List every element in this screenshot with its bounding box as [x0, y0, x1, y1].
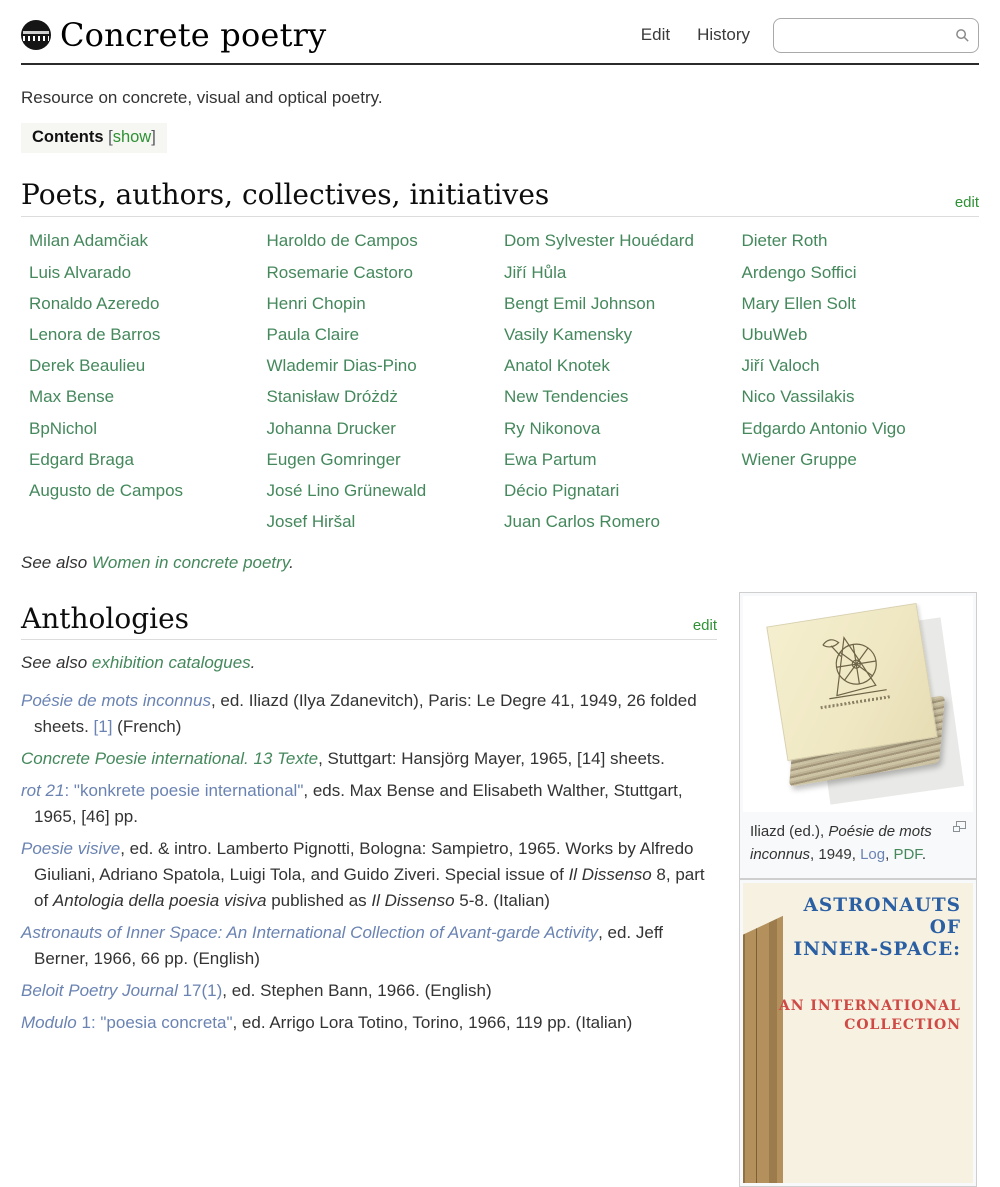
edit-link[interactable]: Edit	[640, 25, 671, 44]
poet-list-item	[267, 226, 505, 257]
poets-heading-row	[21, 180, 979, 217]
poet-list-item	[267, 444, 505, 475]
poet-list-item	[742, 382, 980, 413]
text-segment: Il Dissenso	[371, 891, 455, 911]
poet-list-item	[29, 257, 267, 288]
text-segment: See also	[21, 653, 92, 673]
text-segment: .	[289, 552, 294, 572]
poet-link[interactable]: New Tendencies	[504, 387, 629, 407]
poet-link[interactable]: Wiener Gruppe	[741, 449, 857, 469]
poet-link[interactable]: Ry Nikonova	[504, 418, 601, 438]
poet-list-item	[29, 319, 267, 350]
cover-subtitle	[779, 997, 961, 1035]
history-link[interactable]: History	[697, 25, 750, 44]
inline-link[interactable]: Poésie de mots inconnus	[21, 691, 211, 711]
poet-list-item	[504, 288, 742, 319]
poets-section-title: Poets, authors, collectives, initiatives	[21, 178, 550, 211]
magnify-icon[interactable]	[953, 821, 966, 832]
poet-list-item	[504, 319, 742, 350]
poet-list-item	[742, 319, 980, 350]
text-segment: Iliazd (ed.),	[750, 822, 829, 840]
poets-column	[504, 226, 742, 538]
text-segment: , 1949,	[810, 845, 861, 863]
text-segment: 8, part of	[34, 865, 705, 911]
poet-link[interactable]: Mary Ellen Solt	[741, 293, 856, 313]
thumbnail-poesie-de-mots-inconnus	[739, 592, 977, 879]
text-segment: , ed. Jeff Berner, 1966, 66 pp. (English)	[34, 923, 663, 969]
inline-link[interactable]: : "konkrete poesie international"	[64, 781, 304, 801]
poet-link[interactable]: Jiří Hůla	[504, 262, 567, 282]
text-segment: Antologia della poesia visiva	[52, 891, 267, 911]
poet-link[interactable]: UbuWeb	[741, 324, 808, 344]
poet-list-item	[742, 226, 980, 257]
poet-list-item	[742, 413, 980, 444]
page-title: Concrete poetry	[60, 16, 327, 54]
poet-link[interactable]: Rosemarie Castoro	[266, 262, 413, 282]
text-segment: 5-8. (Italian)	[454, 891, 550, 911]
inline-link[interactable]: [1]	[93, 717, 113, 737]
cover-text-block	[779, 895, 961, 1035]
poets-edit-link[interactable]: edit	[954, 193, 979, 211]
poet-list-item	[504, 444, 742, 475]
poet-list-item	[29, 288, 267, 319]
poet-list-item	[504, 506, 742, 537]
cover-text-line: INNER-SPACE:	[793, 938, 961, 960]
text-segment: Il Dissenso	[568, 865, 652, 885]
cover-text-line: AN INTERNATIONAL	[778, 997, 961, 1014]
page-header	[21, 0, 979, 65]
poet-link[interactable]: Nico Vassilakis	[741, 387, 855, 407]
poet-list-item	[29, 475, 267, 506]
poet-list-item	[29, 226, 267, 257]
poet-link[interactable]: Ardengo Soffici	[741, 262, 857, 282]
poet-list-item	[742, 351, 980, 382]
poet-link[interactable]: Stanisław Dróżdż	[266, 387, 398, 407]
caption-text	[750, 823, 932, 863]
poet-link[interactable]: Haroldo de Campos	[266, 231, 418, 251]
text-segment: , eds. Max Bense and Elisabeth Walther, Stuttgart, 1965, [46] pp.	[34, 781, 683, 827]
poet-list-item	[267, 475, 505, 506]
thumbnail-astronauts-of-inner-space	[739, 879, 977, 1187]
bracket-open: [	[108, 128, 113, 146]
inline-link[interactable]: Log	[860, 845, 886, 863]
poet-link[interactable]: Dieter Roth	[741, 231, 828, 251]
inline-link[interactable]: exhibition catalogues	[91, 653, 251, 673]
inline-link[interactable]: PDF	[893, 845, 922, 863]
cover-text-line: ASTRONAUTS	[803, 894, 961, 916]
poet-list-item	[504, 351, 742, 382]
inline-link[interactable]: Astronauts of Inner Space: An International Collection of Avant-garde Activity	[21, 923, 599, 943]
book-cover	[766, 603, 937, 761]
poet-link[interactable]: Vasily Kamensky	[504, 324, 633, 344]
anthologies-edit-link[interactable]: edit	[692, 617, 717, 635]
poet-link[interactable]: Décio Pignatari	[504, 480, 620, 500]
poet-link[interactable]: Augusto de Campos	[29, 480, 184, 500]
poets-columns	[29, 226, 979, 538]
poets-column	[742, 226, 980, 538]
poet-list-item	[267, 288, 505, 319]
poet-list-item	[742, 288, 980, 319]
inline-link[interactable]: Beloit Poetry Journal	[21, 981, 178, 1001]
anthology-item	[21, 746, 717, 772]
poet-link[interactable]: Josef Hiršal	[266, 512, 356, 532]
anthologies-wrap	[21, 592, 979, 1187]
poet-link[interactable]: Luis Alvarado	[29, 262, 132, 282]
poet-list-item	[742, 257, 980, 288]
poet-link[interactable]: Ewa Partum	[504, 449, 597, 469]
section-anthologies	[21, 592, 717, 1187]
poet-link[interactable]: Edgardo Antonio Vigo	[741, 418, 906, 438]
page-tagline: Resource on concrete, visual and optical poetry.	[21, 88, 383, 107]
book-photo[interactable]	[743, 596, 973, 812]
poet-list-item	[267, 413, 505, 444]
inline-link[interactable]: Poesie visive	[21, 839, 121, 859]
poet-link[interactable]: Max Bense	[29, 387, 115, 407]
poet-link[interactable]: Bengt Emil Johnson	[504, 293, 656, 313]
poet-list-item	[29, 444, 267, 475]
anthology-item	[21, 978, 717, 1004]
text-segment: , ed. & intro. Lamberto Pignotti, Bologna: Sampietro, 1965. Works by Alfredo Giuliani, Adriano Spatola, Luigi Tola, and Guido Ziveri. Special issue of	[34, 839, 694, 885]
poet-list-item	[29, 382, 267, 413]
text-segment: ,	[885, 845, 894, 863]
anthology-item	[21, 778, 717, 830]
poet-link[interactable]: Paula Claire	[266, 324, 360, 344]
poet-link[interactable]: Anatol Knotek	[504, 356, 610, 376]
cover-text-line: OF	[929, 916, 961, 938]
side-column	[739, 592, 977, 1187]
poets-column	[29, 226, 267, 538]
poet-list-item	[267, 382, 505, 413]
poet-link[interactable]: Derek Beaulieu	[29, 356, 146, 376]
poet-list-item	[267, 351, 505, 382]
search-icon[interactable]	[955, 28, 970, 43]
poet-link[interactable]: Ronaldo Azeredo	[29, 293, 160, 313]
text-segment: , ed. Stephen Bann, 1966. (English)	[222, 981, 492, 1001]
text-segment: Poésie de mots inconnus	[750, 822, 932, 863]
anthology-item	[21, 688, 717, 740]
text-segment: .	[250, 653, 256, 673]
contents-label: Contents	[32, 128, 104, 146]
search-input[interactable]	[773, 18, 979, 53]
poet-list-item	[504, 475, 742, 506]
bracket-close: ]	[151, 128, 156, 146]
anthologies-see-also	[21, 653, 717, 673]
contents-box	[21, 123, 167, 153]
poet-link[interactable]: Milan Adamčiak	[29, 231, 149, 251]
text-segment: , Stuttgart: Hansjörg Mayer, 1965, [14] sheets.	[318, 749, 665, 769]
cover-title	[779, 895, 961, 961]
poet-list-item	[504, 226, 742, 257]
inline-link[interactable]: rot 21	[21, 781, 65, 801]
poet-link[interactable]: Jiří Valoch	[741, 356, 820, 376]
poet-link[interactable]: Wlademir Dias-Pino	[266, 356, 417, 376]
poets-see-also	[21, 553, 979, 573]
monoskop-logo-icon[interactable]	[21, 20, 51, 50]
anthology-list	[21, 688, 717, 1036]
inline-link[interactable]: 17(1)	[177, 981, 223, 1001]
poet-link[interactable]: Johanna Drucker	[266, 418, 396, 438]
cover-text-line: COLLECTION	[844, 1016, 961, 1033]
inline-link[interactable]: Women in concrete poetry	[91, 552, 290, 572]
astronauts-cover[interactable]	[743, 883, 973, 1183]
text-segment: published as	[266, 891, 372, 911]
anthologies-heading-row	[21, 601, 717, 641]
anthology-item	[21, 920, 717, 972]
poets-column	[267, 226, 505, 538]
poet-link[interactable]: Henri Chopin	[266, 293, 366, 313]
text-segment: (French)	[112, 717, 182, 737]
poet-link[interactable]: Lenora de Barros	[29, 324, 161, 344]
inline-link[interactable]: 1: "poesia concreta"	[76, 1013, 233, 1033]
poet-list-item	[267, 257, 505, 288]
poet-link[interactable]: Dom Sylvester Houédard	[504, 231, 694, 251]
poet-list-item	[504, 382, 742, 413]
anthologies-section-title: Anthologies	[21, 601, 190, 635]
poet-link[interactable]: BpNichol	[29, 418, 98, 438]
poet-list-item	[267, 319, 505, 350]
poet-link[interactable]: Juan Carlos Romero	[504, 512, 660, 532]
anthology-item	[21, 1010, 717, 1036]
poet-list-item	[504, 413, 742, 444]
text-segment: See also	[21, 552, 92, 572]
poet-link[interactable]: Eugen Gomringer	[266, 449, 401, 469]
poet-list-item	[267, 506, 505, 537]
contents-show-toggle[interactable]: show	[112, 128, 152, 146]
figure-caption	[743, 812, 973, 875]
poet-list-item	[29, 351, 267, 382]
text-segment: .	[921, 845, 926, 863]
text-segment: , ed. Iliazd (Ilya Zdanevitch), Paris: Le Degre 41, 1949, 26 folded sheets.	[34, 691, 697, 737]
poet-list-item	[504, 257, 742, 288]
poet-list-item	[742, 444, 980, 475]
poet-list-item	[29, 413, 267, 444]
anthology-item	[21, 836, 717, 914]
section-poets	[21, 180, 979, 573]
inline-link[interactable]: Modulo	[21, 1013, 77, 1033]
poet-link[interactable]: José Lino Grünewald	[266, 480, 427, 500]
poet-link[interactable]: Edgard Braga	[29, 449, 134, 469]
inline-link[interactable]: Concrete Poesie international. 13 Texte	[21, 749, 319, 769]
search-box	[773, 18, 979, 53]
text-segment: , ed. Arrigo Lora Totino, Torino, 1966, 119 pp. (Italian)	[232, 1013, 633, 1033]
header-nav	[641, 25, 750, 45]
